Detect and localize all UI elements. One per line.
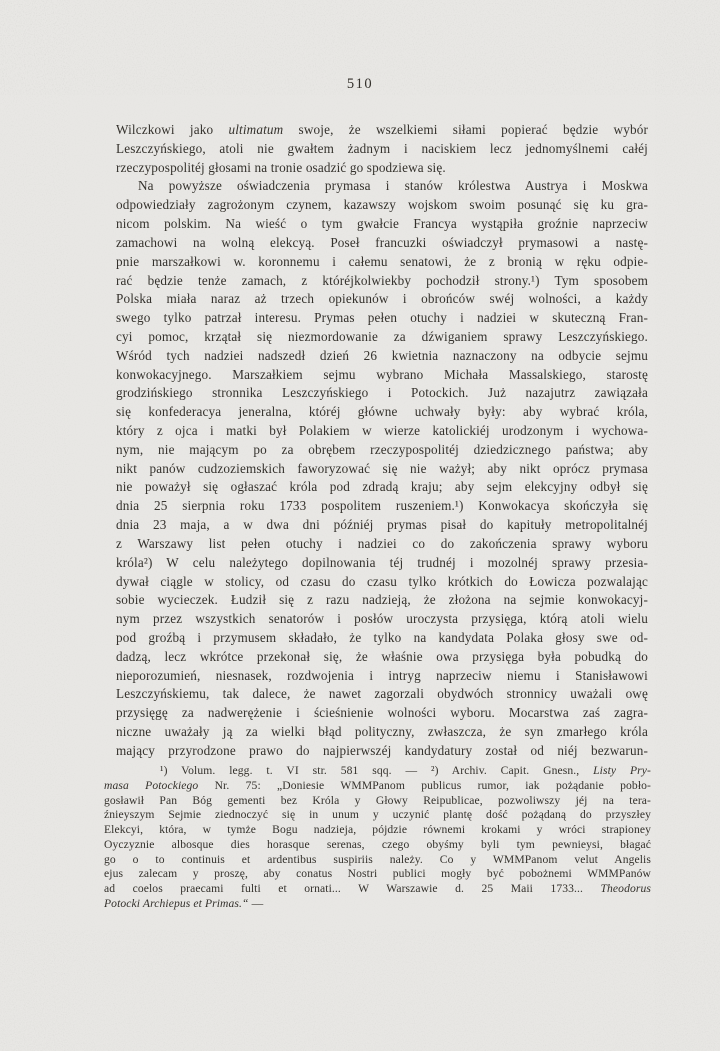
text-line: króla²) W celu należytego dopilnowania téj trudnéj i mozolnéj sprawy przesia- [116,554,648,570]
text-line: Potocki Archiepus et Primas.“ — [104,896,264,910]
text-line: Oyczyznie albosque dies horasque serenas, czego obyśmy byli tym pewnieysi, błagać [104,837,651,851]
text-line: zamachowi na wolną elekcyą. Poseł francuzki oświadczył prymasowi a nastę- [116,234,648,250]
text-line: dnia 23 maja, a w dwa dni późniéj prymas pisał do kapituły metropolitalnéj [116,517,648,533]
text-line: Elekcyi, która, w tymże Bogu nadzieja, pójdzie równemi krokami y wróci strapioney [104,823,651,836]
text-line: nie poważył się ogłaszać króla pod zdradą kraju; aby sejm elekcyjny odbył się [116,479,648,495]
text-line: mający przyrodzone prawo do najpierwszéj kandydatury został od niéj bezwarun- [116,742,648,758]
text-line: rać będzie tenże zamach, z któréjkolwiekby pochodził strony.¹) Tym sposobem [116,272,648,288]
text-line: niczne uważały ją za wielki błąd polityczny, zwłaszcza, że syn zmarłego króla [116,724,648,739]
text-line: Wilczkowi jako ultimatum swoje, że wszelkiemi siłami popierać będzie wybór [116,122,648,137]
text-line: przysięgę za nadwerężenie i ścieśnienie wolności wyboru. Mocarstwa zaś zagra- [116,705,648,721]
footnote-block [104,764,651,912]
text-line: Leszczyńskiego, atoli nie gwałtem żadnym i naciskiem lecz jednomyślnemi całéj [116,140,648,156]
text-line: gosławił Pan Bóg gementi bez Króla y Głowy Reipublicae, pozwoliwszy jéj na tera- [104,793,651,807]
body-text-block [116,121,648,761]
text-line: pod groźbą i przymusem składało, że tylko na kandydata Polaka głosy swe od- [116,629,648,645]
text-line: nieporozumień, niesnasek, rozdwojenia i intryg naprzeciw niemu i Stanisławowi [116,667,648,683]
text-line: swego tylko patrzał interesu. Prymas pełen otuchy i nadziei w skuteczną Fran- [116,310,648,326]
text-line: źnieyszym Sejmie ziednoczyć się in unum y uczynić plantę dość pożądaną do przyszłey [104,808,651,822]
text-line: rzeczypospolitéj głosami na tronie osadzić go spodziewa się. [116,159,446,175]
text-line: nicom polskim. Na wieść o tym gwałcie Francya wystąpiła groźnie naprzeciw [116,216,648,232]
text-line: Wśród tych nadziei nadszedł dzień 26 kwietnia naznaczony na odbycie sejmu [116,347,648,363]
text-line: pnie marszałkowi w. koronnemu i całemu senatowi, że z bronią w ręku odpie- [116,253,648,269]
text-line: dadzą, lecz wkrótce przekonał się, że właśnie owa przysięga była pobudką do [116,648,648,664]
text-line: ejus zalecam y proszę, aby conatus Nostri publici mogły być pobożnemi WMMPanów [104,867,651,881]
text-line: grodzińskiego stronnika Leszczyńskiego i Potockich. Już nazajutrz zawiązała [116,385,648,401]
text-line: ¹) Volum. legg. t. VI str. 581 sqq. — ²) Archiv. Capit. Gnesn., Listy Pry- [160,764,651,777]
text-line: masa Potockiego Nr. 75: „Doniesie WMMPanom publicus rumor, iak pożądanie pobło- [104,778,652,792]
text-line: nym, nie mającym po za obrębem rzeczypospolitéj dziedzicznego państwa; aby [116,441,648,457]
text-line: z Warszawy list pełen otuchy i nadziei co do zakończenia sprawy wyboru [116,535,648,551]
text-line: Na powyższe oświadczenia prymasa i stanów królestwa Austrya i Moskwa [138,178,648,194]
text-line: konwokacyjnego. Marszałkiem sejmu wybrano Michała Massalskiego, starostę [116,366,648,382]
text-line: dywał ciągle w stolicy, od czasu do czasu tylko krótkich do Łowicza pozwalając [116,573,648,589]
text-line: go o to continuis et ardentibus suspiriis należy. Co y WMMPanom velut Angelis [104,852,651,866]
page-number: 510 [346,76,374,92]
text-line: się konfederacya jeneralna, któréj główne uchwały były: aby wybrać króla, [116,404,648,420]
text-line: Leszczyńskiemu, tak dalece, że nawet zagorzali obydwóch stronnicy uważali owę [116,686,648,702]
text-line: nym przez wszystkich senatorów i posłów uroczysta przysięga, którą atoli wielu [116,611,648,627]
text-line: który z ojca i matki był Polakiem w wierze katolickiéj urodzonym i wychowa- [116,423,648,438]
text-line: dnia 25 sierpnia roku 1733 pospolitem ruszeniem.¹) Konwokacya skończyła się [116,498,648,514]
text-line: cyi pomoc, krzątał się niezmordowanie za dźwiganiem sprawy Leszczyńskiego. [116,328,648,344]
text-line: Polska miała naraz aż trzech opiekunów i obrońców swéj wolności, a każdy [116,291,648,307]
text-line: nikt panów cudzoziemskich faworyzować się nie ważył; aby nikt oprócz prymasa [116,460,648,476]
text-line: odpowiedziały zagrożonym czynem, kazawszy wojskom swoim posunąć się ku gra- [116,197,648,213]
text-line: ad coelos praecami fulti et ornati... W Warszawie d. 25 Maii 1733... Theodorus [104,882,651,895]
text-line: sobie wycieczek. Łudził się z razu nadzieją, że złożona na sejmie konwokacyj- [116,592,648,608]
